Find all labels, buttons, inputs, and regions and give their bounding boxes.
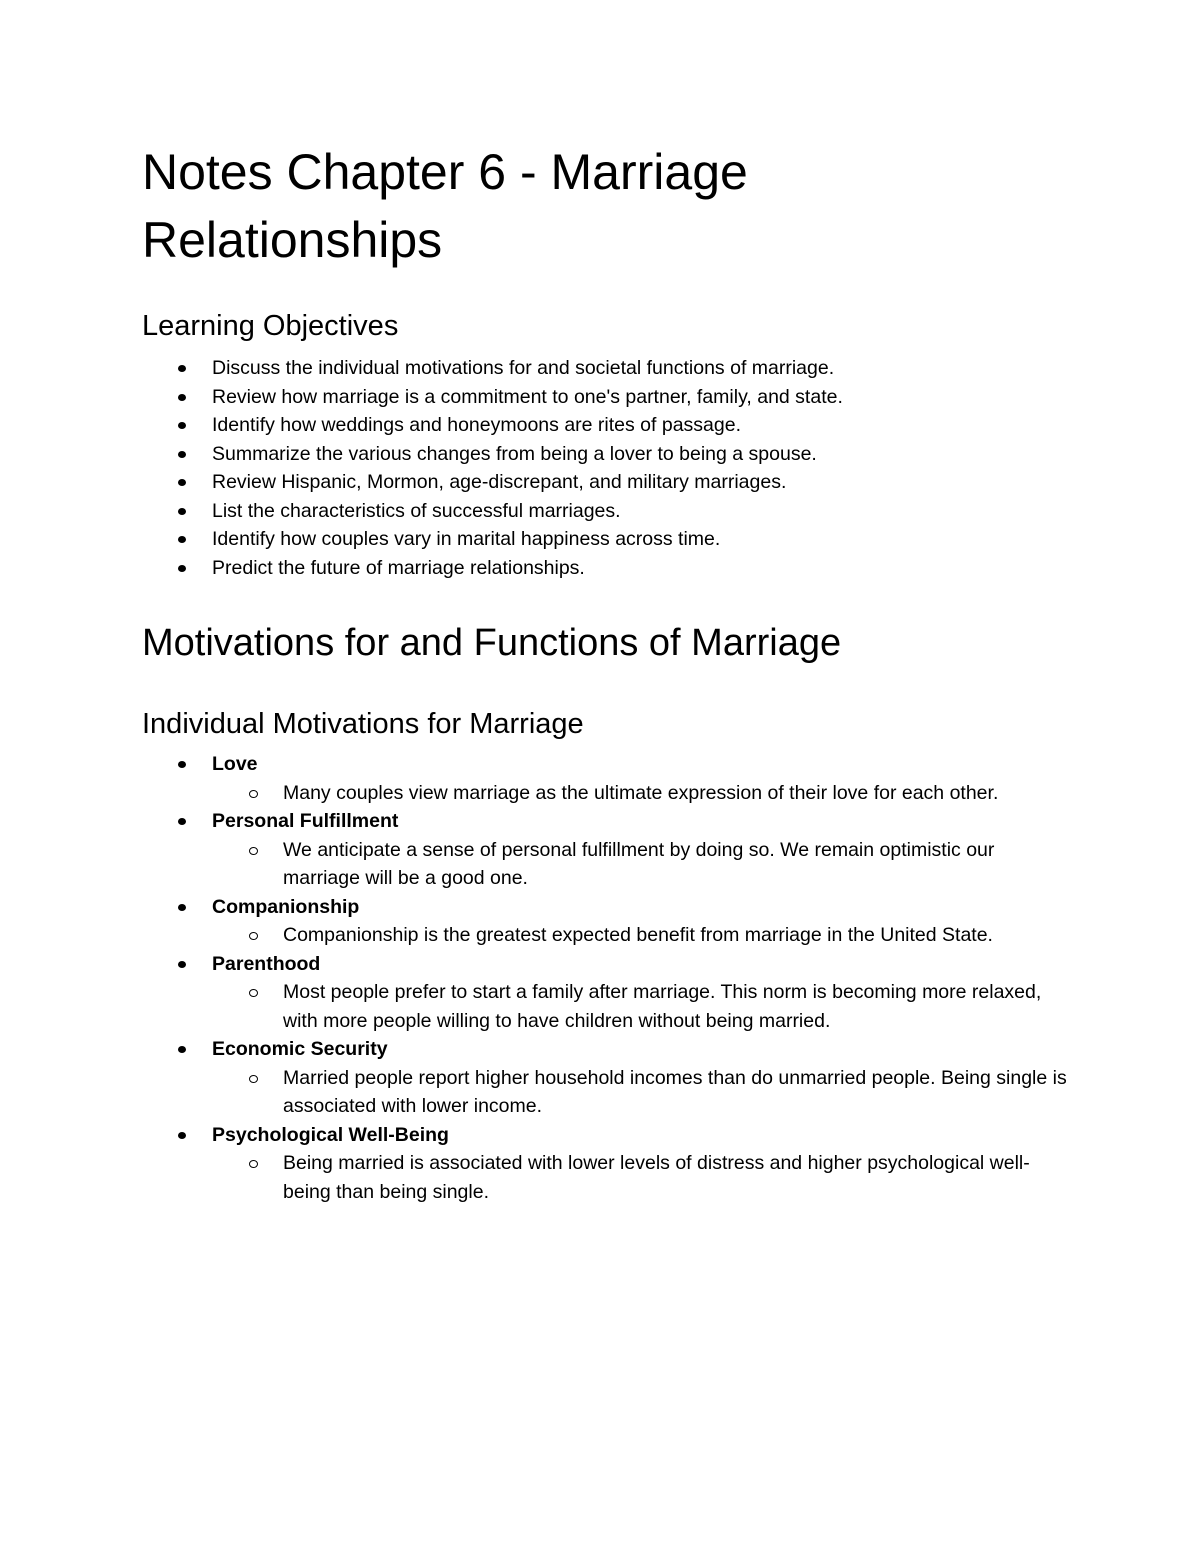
learning-objectives-heading: Learning Objectives: [142, 310, 399, 342]
sub-bullet-icon: [249, 1160, 258, 1168]
list-item: [142, 950, 1072, 1036]
list-item: Identify how weddings and honeymoons are rites of passage.: [142, 411, 1072, 440]
motivation-detail: We anticipate a sense of personal fulfillment by doing so. We remain optimistic our marriage will be a good one.: [142, 836, 1073, 893]
sub-bullet-icon: [249, 790, 258, 798]
motivation-label: Economic Security: [212, 1038, 388, 1060]
motivation-label: Companionship: [212, 895, 360, 918]
motivation-label: Psychological Well-Being: [212, 1123, 449, 1146]
sub-bullet-icon: [249, 1075, 258, 1083]
list-item: Review how marriage is a commitment to one's partner, family, and state.: [142, 383, 1072, 412]
motivation-detail: Companionship is the greatest expected benefit from marriage in the United State.: [142, 921, 1073, 950]
list-item: List the characteristics of successful marriages.: [142, 497, 1072, 526]
bullet-icon: [178, 818, 186, 825]
motivation-detail: Most people prefer to start a family after marriage. This norm is becoming more relaxed, with more people willing to have children without being married.: [142, 978, 1073, 1035]
list-item: [142, 1121, 1072, 1207]
motivation-label: Personal Fulfillment: [212, 810, 399, 832]
list-item: Discuss the individual motivations for and societal functions of marriage.: [142, 354, 1072, 383]
bullet-icon: [178, 1046, 186, 1053]
motivation-label: Parenthood: [212, 952, 321, 975]
title-line-1: Notes Chapter 6 - Marriage: [142, 144, 748, 200]
bullet-icon: [178, 565, 186, 572]
bullet-icon: [178, 451, 186, 458]
document-title: [142, 138, 1072, 274]
bullet-icon: [178, 422, 186, 429]
list-item: [142, 893, 1072, 950]
motivation-detail: Married people report higher household incomes than do unmarried people. Being single is associated with lower income.: [142, 1064, 1073, 1121]
sub-bullet-icon: [249, 847, 258, 855]
sub-bullet-icon: [249, 989, 258, 997]
motivation-detail: Many couples view marriage as the ultimate expression of their love for each other.: [142, 779, 1073, 808]
bullet-icon: [178, 1132, 186, 1139]
document-page: [142, 138, 1072, 1206]
list-item: Identify how couples vary in marital happiness across time.: [142, 525, 1072, 554]
bullet-icon: [178, 761, 186, 768]
list-item: [142, 807, 1072, 893]
motivation-label: Love: [212, 753, 258, 775]
list-item: Summarize the various changes from being a lover to being a spouse.: [142, 440, 1072, 469]
bullet-icon: [178, 394, 186, 401]
list-item: [142, 1035, 1072, 1121]
bullet-icon: [178, 508, 186, 515]
learning-objectives-list: [142, 354, 1072, 582]
sub-bullet-icon: [249, 932, 258, 940]
bullet-icon: [178, 479, 186, 486]
list-item: [142, 750, 1072, 807]
bullet-icon: [178, 536, 186, 543]
section-heading: Motivations for and Functions of Marriage: [142, 622, 842, 664]
list-item: Predict the future of marriage relationships.: [142, 554, 1072, 583]
subsection-heading: Individual Motivations for Marriage: [142, 708, 584, 740]
motivation-detail: Being married is associated with lower levels of distress and higher psychological well-being than being single.: [142, 1149, 1073, 1206]
title-line-2: Relationships: [142, 212, 443, 268]
motivations-list: [142, 750, 1072, 1206]
bullet-icon: [178, 365, 186, 372]
list-item: Review Hispanic, Mormon, age-discrepant, and military marriages.: [142, 468, 1072, 497]
bullet-icon: [178, 961, 186, 968]
bullet-icon: [178, 904, 186, 911]
